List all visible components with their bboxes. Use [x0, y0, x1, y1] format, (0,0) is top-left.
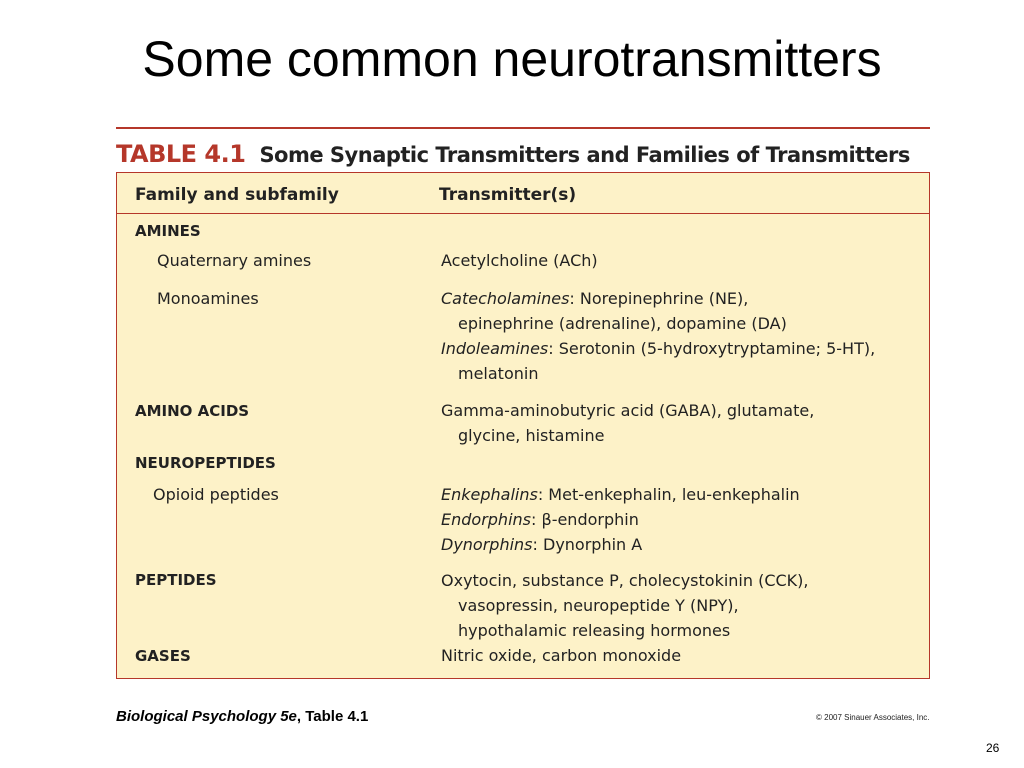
- transmitter-line: melatonin: [458, 364, 539, 383]
- class-label: Enkephalins: [441, 485, 538, 504]
- transmitters-monoamines: [441, 286, 875, 386]
- neurotransmitter-table: [116, 172, 930, 679]
- table-label: TABLE 4.1: [116, 140, 246, 168]
- transmitters-peptides: [441, 568, 809, 643]
- transmitters-opioid-peptides: [441, 482, 800, 557]
- transmitter-line: Enkephalins: Met-enkephalin, leu-enkephalin: [441, 485, 800, 504]
- source-citation: [116, 708, 368, 725]
- class-label: Endorphins: [441, 510, 531, 529]
- copyright-notice: © 2007 Sinauer Associates, Inc.: [816, 713, 930, 722]
- subfamily-opioid-peptides: Opioid peptides: [153, 485, 279, 504]
- transmitter-line: Nitric oxide, carbon monoxide: [441, 646, 682, 665]
- transmitter-line: Catecholamines: Norepinephrine (NE),: [441, 289, 749, 308]
- source-suffix: , Table 4.1: [296, 708, 369, 725]
- source-book: Biological Psychology 5e: [116, 708, 297, 725]
- class-label: Catecholamines: [441, 289, 570, 308]
- header-transmitters: Transmitter(s): [439, 185, 577, 205]
- page-number: 26: [986, 741, 1000, 755]
- table-header-row: [117, 173, 929, 214]
- transmitter-line: hypothalamic releasing hormones: [458, 621, 731, 640]
- top-rule: [116, 127, 930, 129]
- transmitter-line: Acetylcholine (ACh): [441, 251, 598, 270]
- transmitter-line: Gamma-aminobutyric acid (GABA), glutamate,: [441, 401, 815, 420]
- transmitter-line: epinephrine (adrenaline), dopamine (DA): [458, 314, 787, 333]
- transmitter-line: glycine, histamine: [458, 426, 605, 445]
- class-label: Dynorphins: [441, 535, 533, 554]
- subfamily-quaternary-amines: Quaternary amines: [157, 251, 312, 270]
- family-gases: GASES: [135, 647, 191, 665]
- family-peptides: PEPTIDES: [135, 571, 217, 589]
- transmitters-amino-acids: [441, 398, 814, 448]
- transmitter-line: vasopressin, neuropeptide Y (NPY),: [458, 596, 739, 615]
- transmitters-gases: [441, 643, 681, 668]
- transmitter-line: Dynorphins: Dynorphin A: [441, 535, 643, 554]
- transmitters-quaternary-amines: [441, 248, 598, 273]
- family-amino-acids: AMINO ACIDS: [135, 402, 250, 420]
- header-family: Family and subfamily: [135, 185, 339, 205]
- subfamily-monoamines: Monoamines: [157, 289, 259, 308]
- table-caption: Some Synaptic Transmitters and Families of Transmitters: [259, 143, 910, 167]
- transmitter-line: Oxytocin, substance P, cholecystokinin (CCK),: [441, 571, 809, 590]
- class-label: Indoleamines: [441, 339, 549, 358]
- family-amines: AMINES: [135, 222, 201, 240]
- table-heading: [116, 140, 910, 168]
- transmitter-line: Indoleamines: Serotonin (5-hydroxytryptamine; 5-HT),: [441, 339, 876, 358]
- slide-title: Some common neurotransmitters: [142, 31, 882, 87]
- transmitter-line: Endorphins: β-endorphin: [441, 510, 639, 529]
- family-neuropeptides: NEUROPEPTIDES: [135, 454, 276, 472]
